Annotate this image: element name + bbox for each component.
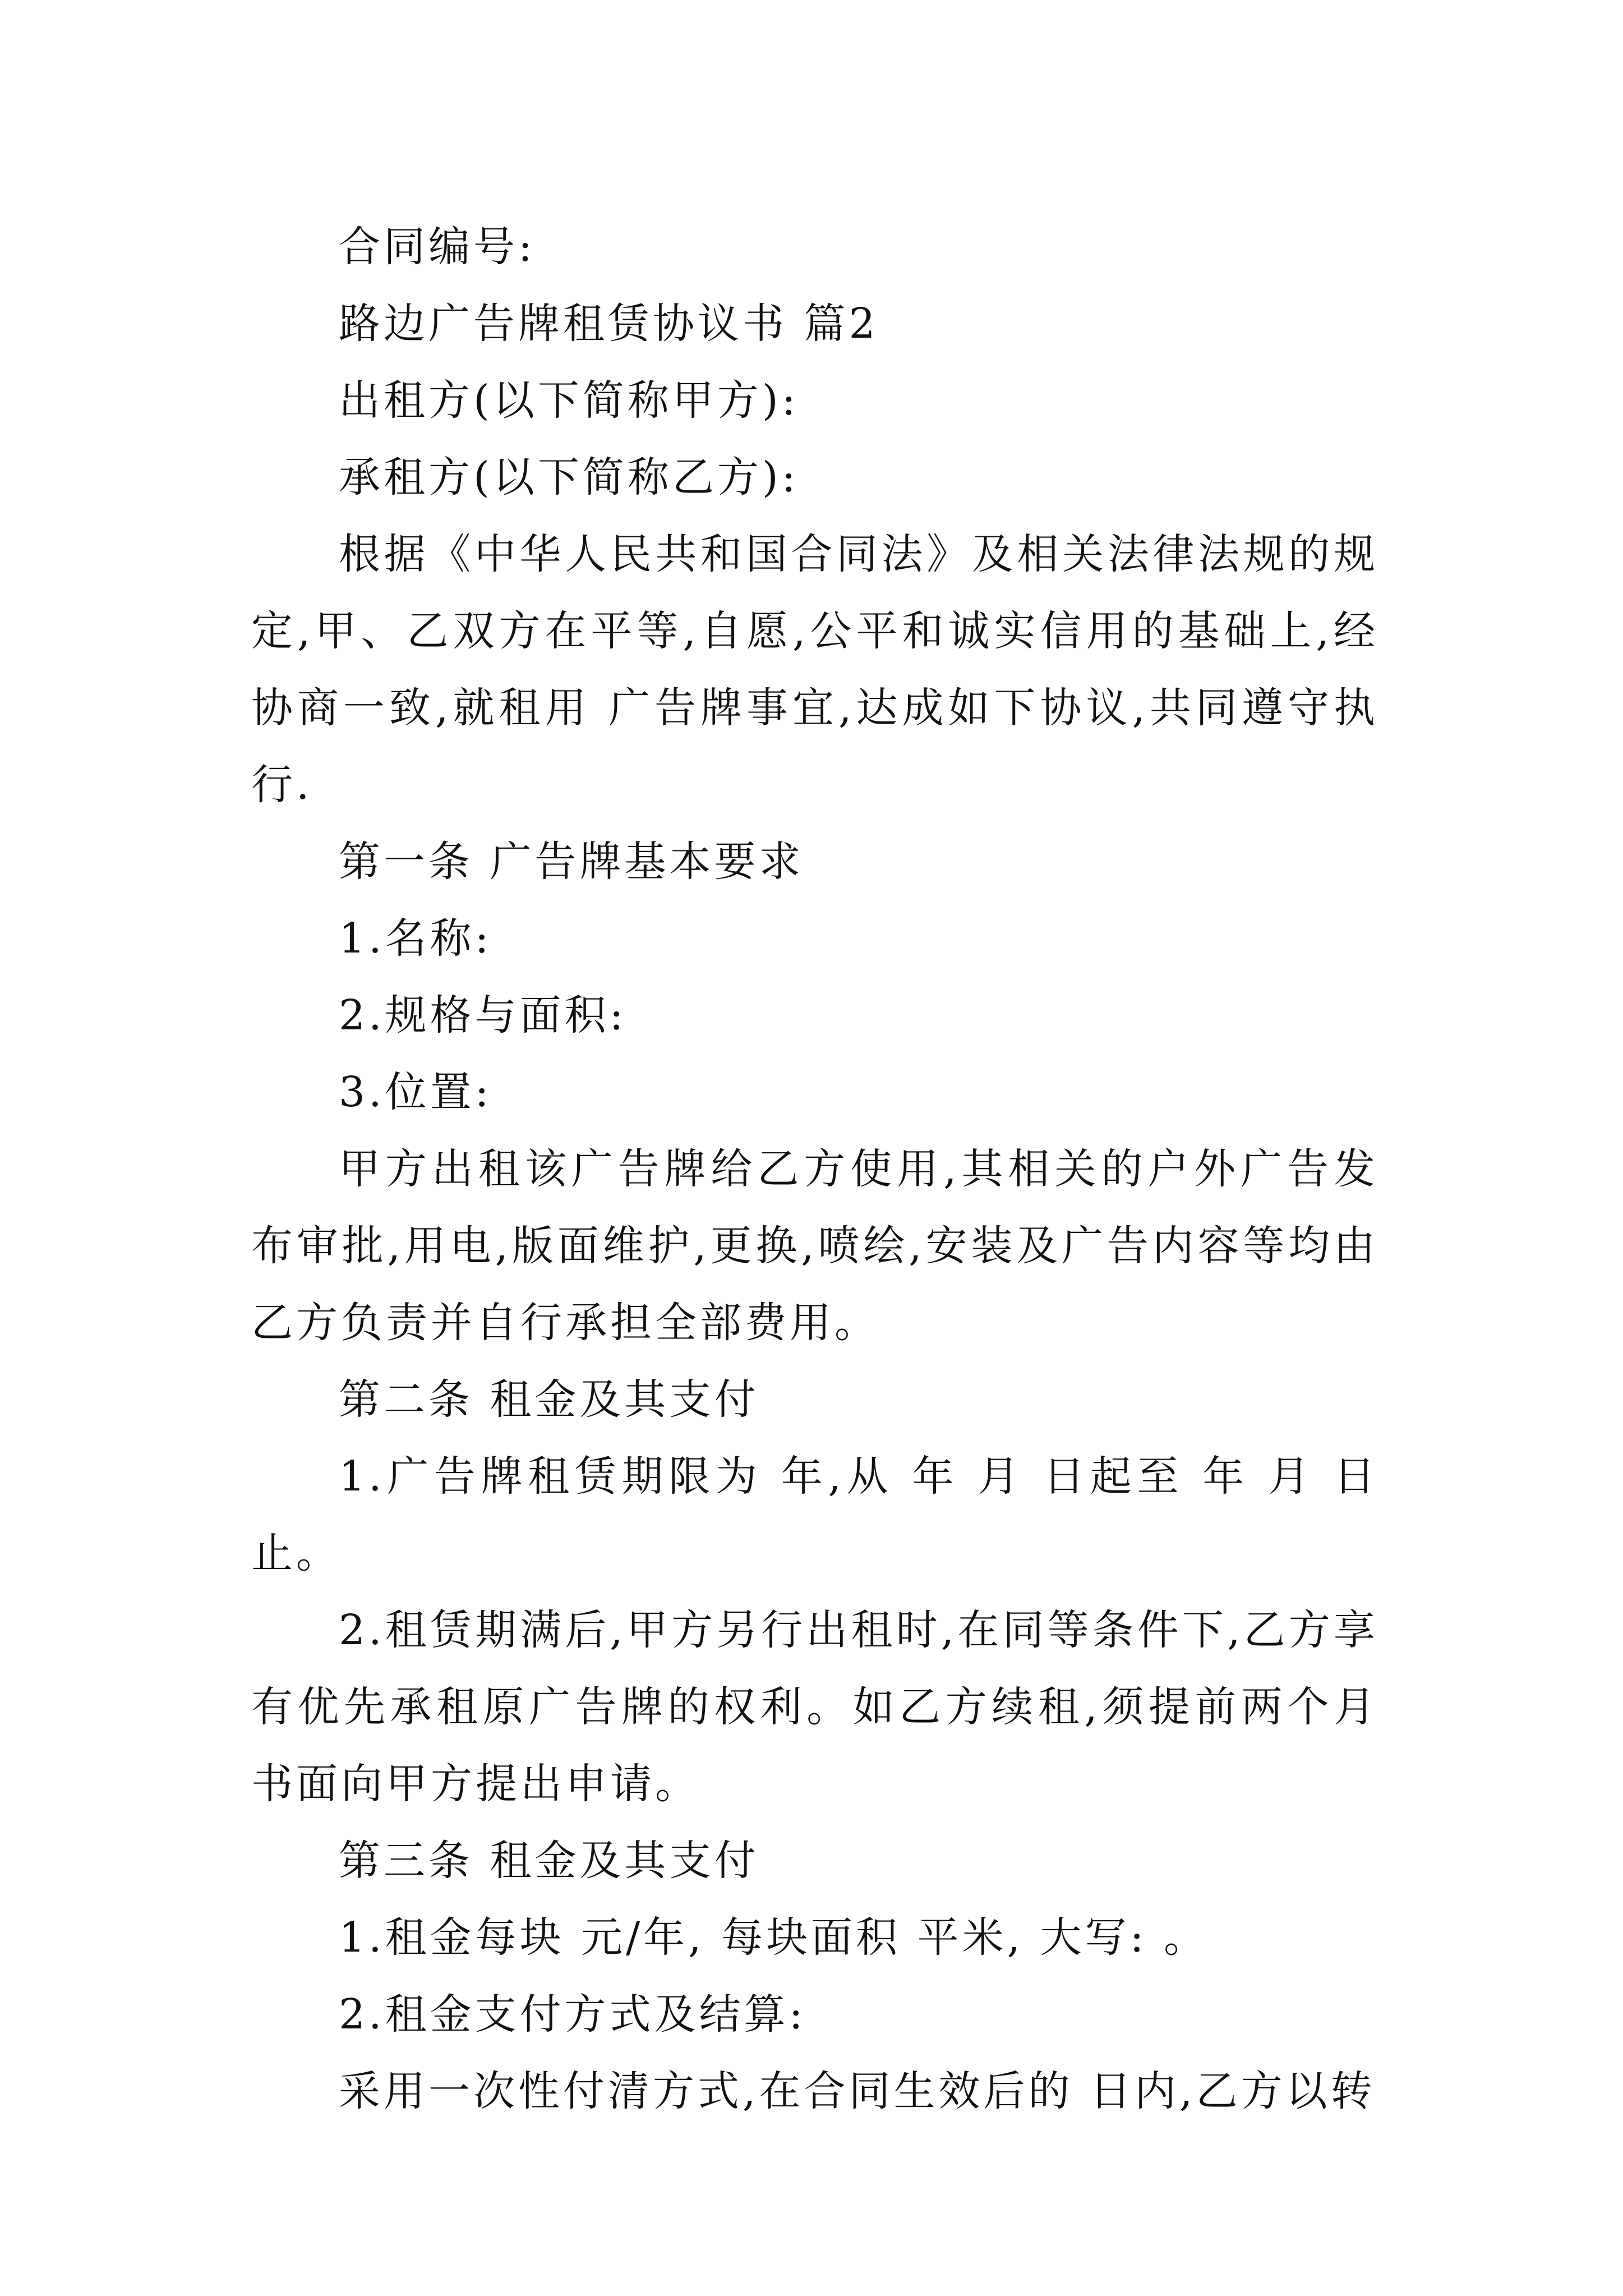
article-3-item-rent: 1.租金每块 元/年, 每块面积 平米, 大写: 。: [339, 1913, 1209, 1962]
document-title: 路边广告牌租赁协议书 篇2: [339, 300, 879, 348]
article-3-payment-paragraph: 采用一次性付清方式,在合同生效后的 日内,乙方以转: [339, 2067, 1376, 2115]
lessee-label: 承租方(以下简称乙方):: [339, 453, 799, 501]
article-2-item-renewal: 2.租赁期满后,甲方另行出租时,在同等条件下,乙方享有优先承租原广告牌的权利。如乙方续租,须提前两个月书面向甲方提出申请。: [251, 1606, 1378, 1808]
article-1-item-size: 2.规格与面积:: [339, 991, 627, 1039]
contract-number-label: 合同编号:: [339, 223, 536, 271]
article-1-heading: 第一条 广告牌基本要求: [339, 838, 804, 886]
document-body: [251, 209, 1378, 2130]
article-2-heading: 第二条 租金及其支付: [339, 1375, 759, 1424]
preamble-paragraph: 根据《中华人民共和国合同法》及相关法律法规的规定,甲、乙双方在平等,自愿,公平和诚实信用的基础上,经协商一致,就租用 广告牌事宜,达成如下协议,共同遵守执行.: [251, 530, 1378, 809]
article-3-heading: 第三条 租金及其支付: [339, 1837, 759, 1885]
article-1-item-location: 3.位置:: [339, 1068, 492, 1116]
article-1-usage-paragraph: 甲方出租该广告牌给乙方使用,其相关的户外广告发布审批,用电,版面维护,更换,喷绘,安装及广告内容等均由乙方负责并自行承担全部费用。: [251, 1145, 1378, 1347]
article-1-item-name: 1.名称:: [339, 914, 492, 963]
article-3-item-payment-method: 2.租金支付方式及结算:: [339, 1990, 806, 2039]
article-2-item-term: 1.广告牌租赁期限为 年,从 年 月 日起至 年 月 日止。: [251, 1452, 1378, 1577]
lessor-label: 出租方(以下简称甲方):: [339, 376, 799, 425]
